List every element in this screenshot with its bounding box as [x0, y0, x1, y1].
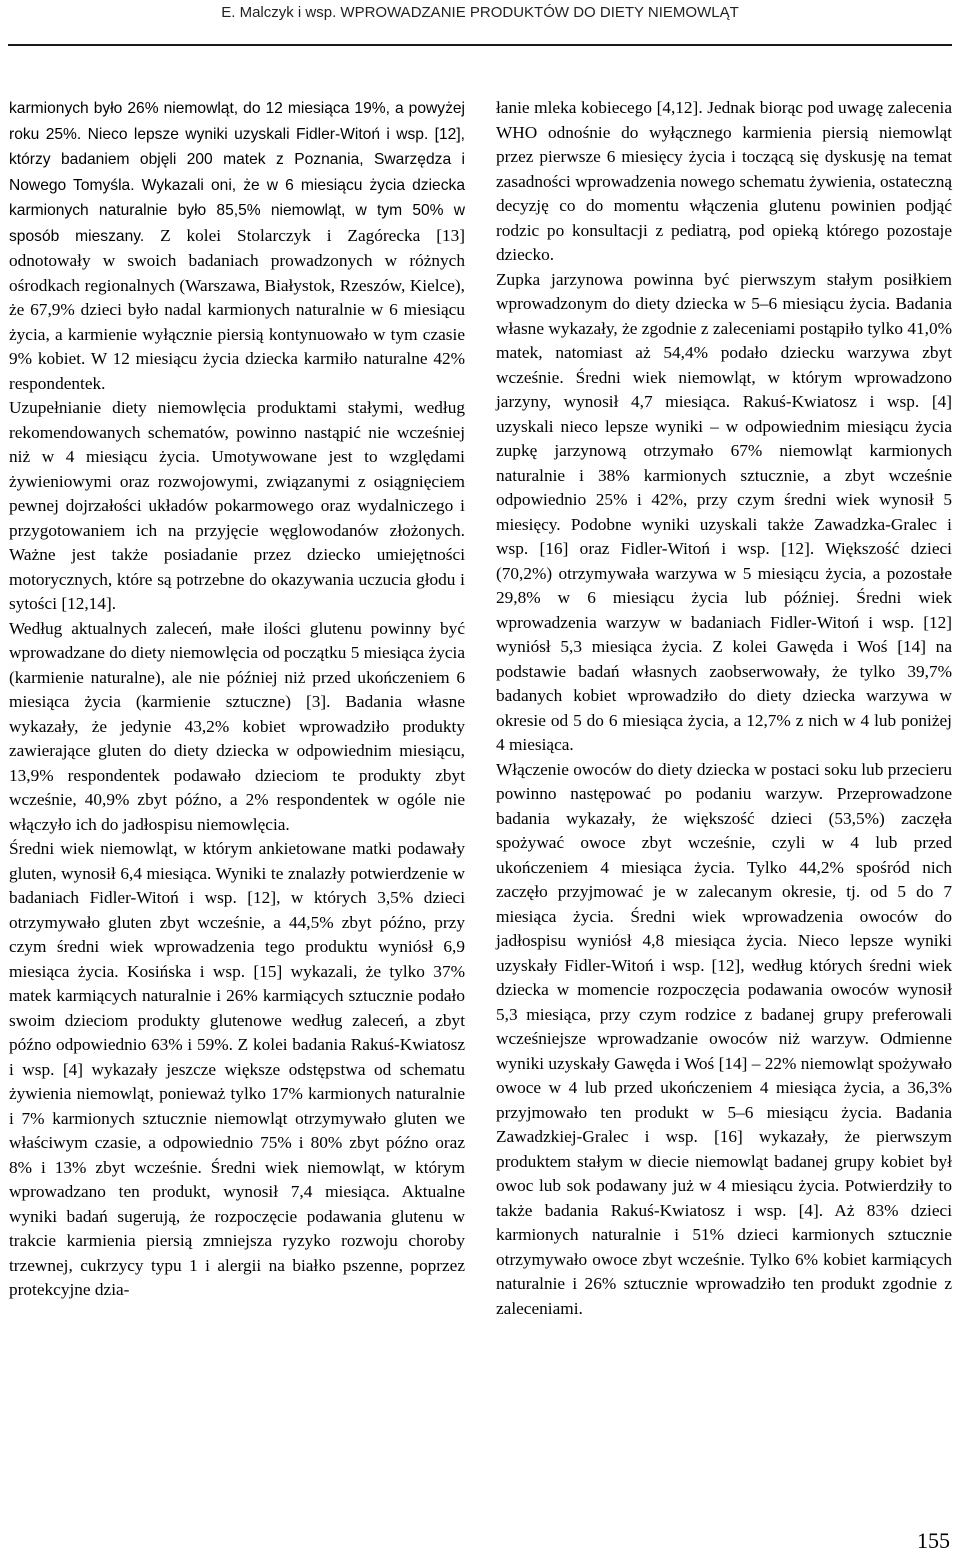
header-divider [8, 44, 952, 46]
paragraph: łanie mleka kobiecego [4,12]. Jednak biorąc pod uwagę zalecenia WHO odnośnie do wyłącznego karmienia piersią niemowląt przez pierwsze 6 miesięcy życia i toczącą się dyskusję na temat zasadności wprowadzenia nowego schematu żywienia, ostateczną decyzję co do momentu włączenia glutenu powinien podjąć rodzic po konsultacji z pediatrą, pod opieką którego pozostaje dziecko. [496, 98, 952, 264]
paragraph: Zupka jarzynowa powinna być pierwszym stałym posiłkiem wprowadzonym do diety dziecka w 5–6 miesiącu życia. Badania własne wykazały, że zgodnie z zaleceniami postąpiło tylko 41,0% matek, natomiast aż 54,4% podało dziecku warzywa zbyt wcześnie. Średni wiek niemowląt, w którym wprowadzono jarzyny, wynosił 4,7 miesiąca. Rakuś-Kwiatosz i wsp. [4] uzyskali nieco lepsze wyniki – w odpowiednim miesiącu życia zupkę jarzynową otrzymało 67% niemowląt karmionych naturalnie i 38% karmionych sztucznie, a zbyt wcześnie odpowiednio 25% i 42%, przy czym średni wiek wynosił 5 miesięcy. Podobne wyniki uzyskali także Zawadzka-Gralec i wsp. [16] oraz Fidler-Witoń i wsp. [12]. Większość dzieci (70,2%) otrzymywała warzywa w 5 miesiącu życia, a pozostałe 29,8% w 6 miesiącu życia lub później. Średni wiek wprowadzenia warzyw w badaniach Fidler-Witoń i wsp. [12] wyniósł 5,3 miesiąca życia. Z kolei Gawęda i Woś [14] na podstawie badań własnych zaobserwowały, że tylko 39,7% badanych kobiet wprowadziło do diety dziecka warzywa w okresie od 5 do 6 miesiąca życia, a 12,7% z nich w 4 lub poniżej 4 miesiąca. [496, 269, 952, 754]
paragraph-serif-part: Z kolei Stolarczyk i Zagórecka [13] odnotowały w swoich badaniach prowadzonych w różnych ośrodkach regionalnych (Warszawa, Białystok, Rzeszów, Kielce), że 67,9% dzieci było nadal karmionych naturalnie w 6 miesiącu życia, a karmienie wyłącznie piersią kontynuowało w tym czasie 9% kobiet. W 12 miesiącu życia dziecka karmiło naturalne 42% respondentek. [9, 225, 465, 393]
running-header: E. Malczyk i wsp. WPROWADZANIE PRODUKTÓW DO DIETY NIEMOWLĄT [221, 4, 739, 21]
left-column [9, 96, 465, 1303]
paragraph-sans-part: karmionych było 26% niemowląt, do 12 miesiąca 19%, a powyżej roku 25%. Nieco lepsze wyniki uzyskali Fidler-Witoń i wsp. [12], którzy badaniem objęli 200 matek z Poznania, Swarzędza i Nowego Tomyśla. Wykazali oni, że w 6 miesiącu życia dziecka karmionych naturalnie było 85,5% niemowląt, w tym 50% w sposób mieszany. [9, 100, 465, 245]
page-number: 155 [917, 1528, 950, 1553]
paragraph [9, 96, 465, 396]
paragraph: Uzupełnianie diety niemowlęcia produktami stałymi, według rekomendowanych schematów, powinno nastąpić nie wcześniej niż w 4 miesiącu życia. Umotywowane jest to względami żywieniowymi oraz rozwojowymi, związanymi z osiągnięciem pewnej dojrzałości układów pokarmowego oraz wydalniczego i przygotowaniem ich na przyjęcie węglowodanów złożonych. Ważne jest także posiadanie przez dziecko umiejętności motorycznych, które są potrzebne do okazywania uczucia głodu i sytości [12,14]. [9, 398, 465, 613]
paragraph: Średni wiek niemowląt, w którym ankietowane matki podawały gluten, wynosił 6,4 miesiąca. Wyniki te znalazły potwierdzenie w badaniach Fidler-Witoń i wsp. [12], w których 3,5% dzieci otrzymywało gluten zbyt wcześnie, a 44,5% zbyt późno, przy czym średni wiek wprowadzenia tego produktu wyniósł 6,9 miesiąca życia. Kosińska i wsp. [15] wykazali, że tylko 37% matek karmiących naturalnie i 26% karmiących sztucznie podało swoim dzieciom produkty glutenowe według zaleceń, a zbyt późno odpowiednio 63% i 59%. Z kolei badania Rakuś-Kwiatosz i wsp. [4] wykazały jeszcze większe odstępstwa od schematu żywienia niemowląt, ponieważ tylko 17% karmionych naturalnie i 7% karmionych sztucznie niemowląt otrzymywało gluten we właściwym czasie, a odpowiednio 75% i 80% zbyt późno oraz 8% i 13% zbyt wcześnie. Średni wiek niemowląt, w którym wprowadzano ten produkt, wynosił 7,4 miesiąca. Aktualne wyniki badań sugerują, że rozpoczęcie podawania glutenu w trakcie karmienia piersią zmniejsza ryzyko rozwoju choroby trzewnej, cukrzycy typu 1 i alergii na białko pszenne, poprzez protekcyjne dzia- [9, 839, 465, 1299]
right-column [496, 96, 952, 1321]
paragraph: Według aktualnych zaleceń, małe ilości glutenu powinny być wprowadzane do diety niemowlęcia od początku 5 miesiąca życia (karmienie naturalne), ale nie później niż przed ukończeniem 6 miesiąca życia (karmienie sztuczne) [3]. Badania własne wykazały, że jedynie 43,2% kobiet wprowadziło produkty zawierające gluten do diety dziecka w odpowiednim miesiącu, 13,9% respondentek podawało dzieciom te produkty zbyt wcześnie, 40,9% zbyt późno, a 2% respondentek w ogóle nie włączyło ich do jadłospisu niemowlęcia. [9, 618, 465, 834]
paragraph: Włączenie owoców do diety dziecka w postaci soku lub przecieru powinno następować po podaniu warzyw. Przeprowadzone badania wykazały, że większość dzieci (53,5%) zaczęła spożywać owoce zbyt wcześnie, czyli w 4 lub przed ukończeniem 4 miesiąca życia. Tylko 44,2% spośród nich zaczęło przyjmować je w zalecanym okresie, tj. od 5 do 7 miesiąca życia. Średni wiek wprowadzenia owoców do jadłospisu wyniósł 4,8 miesiąca życia. Nieco lepsze wyniki uzyskały Fidler-Witoń i wsp. [12], według których średni wiek dziecka w momencie rozpoczęcia podawania owoców wynosił 5,3 miesiąca, przy czym rodzice z badanej grupy preferowali wcześniejsze wprowadzanie owoców niż warzyw. Odmienne wyniki uzyskały Gawęda i Woś [14] – 22% niemowląt spożywało owoce w 4 lub przed ukończeniem 4 miesiąca życia, a 36,3% przyjmowało ten produkt w 5–6 miesiącu życia. Badania Zawadzkiej-Gralec i wsp. [16] wykazały, że pierwszym produktem stałym w diecie niemowląt badanej grupy kobiet był owoc lub sok podawany już w 4 miesiącu życia. Potwierdziły to także badania Rakuś-Kwiatosz i wsp. [4]. Aż 83% dzieci karmionych naturalnie i 51% dzieci karmionych sztucznie otrzymywało owoce zbyt wcześnie. Tylko 6% kobiet karmiących naturalnie i 26% sztucznie wprowadziło ten produkt zgodnie z zaleceniami. [496, 759, 952, 1318]
